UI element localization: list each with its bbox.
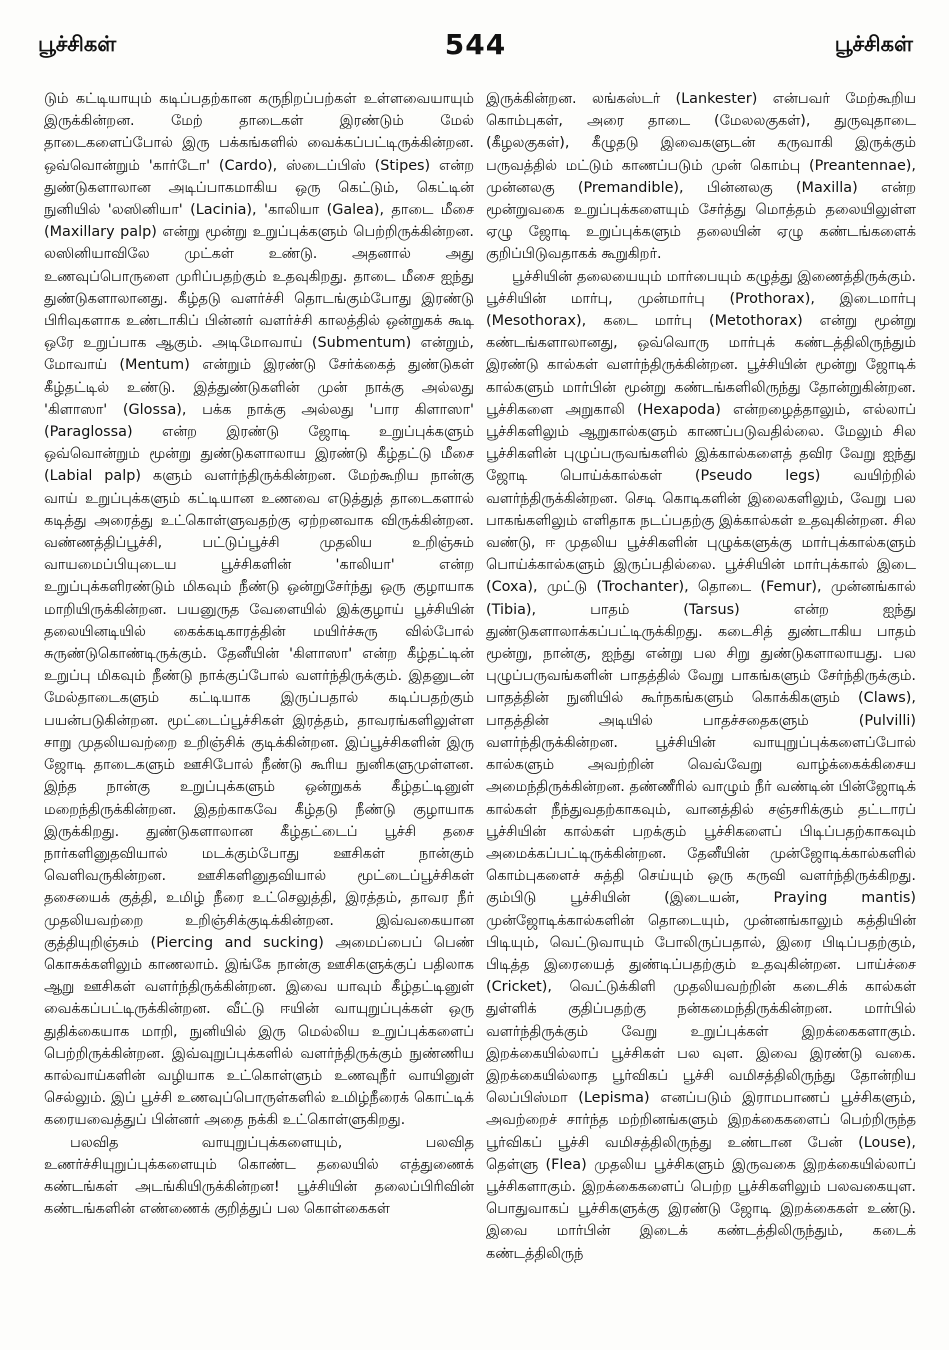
left-paragraph-2: பலவித வாயுறுப்புக்களையும், பலவித உணர்ச்சியுறுப்புக்களையும் கொண்ட தலையில் எத்துணைக் கண்டங்கள் அடங்கியிருக்கின்றன! பூச்சியின் தலைப்பிரிவின் கண்டங்களின் எண்ணைக் குறித்துப் பல கொள்கைகள் (44, 1134, 474, 1218)
left-column (44, 88, 474, 1328)
running-head (38, 30, 913, 70)
right-paragraph-2: பூச்சியின் தலையையும் மார்பையும் கழுத்து இணைத்திருக்கும். பூச்சியின் மார்பு, முன்மார்பு (Prothorax), இடைமார்பு (Mesothorax), கடை மார்பு (Metothorax) என்று மூன்று கண்டங்களாலானது, ஒவ்வொரு மார்புக் கண்டத்திலிருந்தும் இரண்டு கால்கள் வளர்ந்திருக்கின்றன. பூச்சியின் மூன்று ஜோடிக் கால்களும் மார்பின் மூன்று கண்டங்களிலிருந்து தோன்றுகின்றன. பூச்சிகளை அறுகாலி (Hexapoda) என்றழைத்தாலும், எல்லாப் பூச்சிகளிலும் ஆறுகால்களும் காணப்படுவதில்லை. மேலும் சில பூச்சிகளின் புழுப்பருவங்களில் இக்கால்களைத் தவிர வேறு ஐந்து ஜோடி பொய்க்கால்கள் (Pseudo legs) வயிற்றில் வளர்ந்திருக்கின்றன. செடி கொடிகளின் இலைகளிலும், வேறு பல பாகங்களிலும் எளிதாக நடப்பதற்கு இக்கால்கள் உதவுகின்றன. சில வண்டு, ஈ முதலிய பூச்சிகளின் புழுக்களுக்கு மார்புக்கால்களும் பொய்க்கால்களும் இருப்பதில்லை. பூச்சியின் மார்புக்கால் இடை (Coxa), முட்டு (Trochanter), தொடை (Femur), முன்னங்கால் (Tibia), பாதம் (Tarsus) என்ற ஐந்து துண்டுகளாலாக்கப்பட்டிருக்கிறது. கடைசித் துண்டாகிய பாதம் மூன்று, நான்கு, ஐந்து என்று பல சிறு துண்டுகளாலாயது. பல புழுப்பருவங்களின் பாதத்தில் வேறு பாகங்களும் சேர்ந்திருக்கும். பாதத்தின் நுனியில் கூர்நகங்களும் கொக்கிகளும் (Claws), பாதத்தின் அடியில் பாதச்சதைகளும் (Pulvilli) வளர்ந்திருக்கின்றன. பூச்சியின் வாயுறுப்புக்களைப்போல் கால்களும் அவற்றின் வெவ்வேறு வாழ்க்கைக்கிசைய அமைந்திருக்கின்றன. தண்ணீரில் வாழும் நீர் வண்டின் பின்ஜோடிக் கால்கள் நீந்துவதற்காகவும், வானத்தில் சஞ்சரிக்கும் தட்டாரப் பூச்சியின் கால்கள் பறக்கும் பூச்சிகளைப் பிடிப்பதற்காகவும் அமைக்கப்பட்டிருக்கின்றன. தேனீயின் முன்ஜோடிக்கால்களில் கொம்புகளைச் சுத்தி செய்யும் ஒரு கருவி வளர்ந்திருக்கிறது. கும்பிடு பூச்சியின் (இடையன், Praying mantis) முன்ஜோடிக்கால்களின் தொடையும், முன்னங்காலும் கத்தியின் பிடியும், வெட்டுவாயும் போலிருப்பதால், இரை பிடிப்பதற்கும், பிடித்த இரையைத் துண்டிப்பதற்கும் உதவுகின்றன. பாய்ச்சை (Cricket), வெட்டுக்கிளி முதலியவற்றின் கடைசிக் கால்கள் துள்ளிக் குதிப்பதற்கு நன்கமைந்திருக்கின்றன. மார்பில் வளர்ந்திருக்கும் வேறு உறுப்புக்கள் இறக்கைகளாகும். இறக்கையில்லாப் பூச்சிகள் பல வுள. இவை இரண்டு வகை. இறக்கையில்லாத பூர்விகப் பூச்சி வமிசத்திலிருந்து தோன்றிய லெப்பிஸ்மா (Lepisma) எனப்படும் இராமபாணப் பூச்சிகளும், அவற்றைச் சார்ந்த மற்றினங்களும் இறக்கைகளைப் பெற்றிருந்த பூர்விகப் பூச்சி வமிசத்திலிருந்து உண்டான பேன் (Louse), தெள்ளு (Flea) முதலிய பூச்சிகளும் இருவகை இறக்கையில்லாப் பூச்சிகளாகும். இறக்கைகளைப் பெற்ற பூச்சிகளிலும் பலவகையுள. பொதுவாகப் பூச்சிகளுக்கு இரண்டு ஜோடி இறக்கைகள் உண்டு. இவை மார்பின் இடைக் கண்டத்திலிருந்தும், கடைக் கண்டத்திலிருந் (486, 268, 916, 1262)
running-title-left: பூச்சிகள் (38, 32, 117, 56)
running-title-right: பூச்சிகள் (834, 32, 913, 56)
page-number: 544 (444, 28, 507, 61)
right-column (486, 88, 916, 1328)
left-paragraph-1: டும் கட்டியாயும் கடிப்பதற்கான கருநிறப்பற்கள் உள்ளவையாயும் இருக்கின்றன. மேற் தாடைகள் இரண்டும் மேல் தாடைகளைப்போல் இரு பக்கங்களில் வைக்கப்பட்டிருக்கின்றன. ஒவ்வொன்றும் 'கார்டோ' (Cardo), ஸ்டைப்பிஸ் (Stipes) என்ற துண்டுகளாலான அடிப்பாகமாகிய ஒரு கெட்டும், கெட்டின் நுனியில் 'லஸினியா' (Lacinia), 'காலியா (Galea), தாடை மீசை (Maxillary palp) என்று மூன்று உறுப்புக்களும் பெற்றிருக்கின்றன. லஸினியாவிலே முட்கள் உண்டு. அதனால் அது உணவுப்பொருளை முரிப்பதற்கும் உதவுகிறது. தாடை மீசை ஐந்து துண்டுகளாலானது. கீழ்தடு வளர்ச்சி தொடங்கும்போது இரண்டு பிரிவுகளாக உண்டாகிப் பின்னர் வளர்ச்சி காலத்தில் ஒன்றுகக் கூடி ஒரே உறுப்பாக ஆகும். அடிமோவாய் (Submentum) என்றும், மோவாய் (Mentum) என்றும் இரண்டு சேர்க்கைத் துண்டுகள் கீழ்தட்டில் உண்டு. இத்துண்டுகளின் முன் நாக்கு அல்லது 'கிளாஸா' (Glossa), பக்க நாக்கு அல்லது 'பார கிளாஸா' (Paraglossa) என்ற இரண்டு ஜோடி உறுப்புக்களும் ஒவ்வொன்றும் மூன்று துண்டுகளாலாய இரண்டு கீழ்தட்டு மீசை (Labial palp) களும் வளர்ந்திருக்கின்றன. மேற்கூறிய நான்கு வாய் உறுப்புக்களும் கட்டியான உணவை எடுத்துத் தாடைகளால் கடித்து அரைத்து உட்கொள்ளுவதற்கு ஏற்றனவாக விருக்கின்றன. வண்ணத்திப்பூச்சி, பட்டுப்பூச்சி முதலிய உறிஞ்சும் வாயமைப்பியுடைய பூச்சிகளின் 'காலியா' என்ற உறுப்புக்களிரண்டும் மிகவும் நீண்டு ஒன்றுசேர்ந்து ஒரு குழாயாக மாறியிருக்கின்றன. பயனுருத வேளையில் இக்குழாய் பூச்சியின் தலையினடியில் கைக்கடிகாரத்தின் மயிர்ச்சுரு வில்போல் சுருண்டுகொண்டிருக்கும். தேனீயின் 'கிளாஸா' என்ற கீழ்தட்டின் உறுப்பு மிகவும் நீண்டு நாக்குப்போல் வளர்ந்திருக்கும். இதனுடன் மேல்தாடைகளும் கட்டியாக இருப்பதால் கடிப்பதற்கும் பயன்படுகின்றன. மூட்டைப்பூச்சிகள் இரத்தம், தாவரங்களிலுள்ள சாறு முதலியவற்றை உறிஞ்சிக் குடிக்கின்றன. இப்பூச்சிகளின் இரு ஜோடி தாடைகளும் ஊசிபோல் நீண்டு கூரிய நுனிகளுமுள்ளன. இந்த நான்கு உறுப்புக்களும் ஒன்றுகக் கீழ்தட்டினுள் மறைந்திருக்கின்றன. இதற்காகவே கீழ்தடு நீண்டு குழாயாக இருக்கிறது. துண்டுகளாலான கீழ்தட்டைப் பூச்சி தசை நார்களினுதவியால் மடக்கும்போது ஊசிகள் நான்கும் வெளிவருகின்றன. ஊசிகளினுதவியால் மூட்டைப்பூச்சிகள் தசையைக் குத்தி, உமிழ் நீரை உட்செலுத்தி, இரத்தம், தாவர நீர் முதலியவற்றை உறிஞ்சிக்குடிக்கின்றன. இவ்வகையான குத்தியுறிஞ்சும் (Piercing and sucking) அமைப்பைப் பெண் கொசுக்களிலும் காணலாம். இங்கே நான்கு ஊசிகளுக்குப் பதிலாக ஆறு ஊசிகள் வளர்ந்திருக்கின்றன. இவை யாவும் கீழ்தட்டினுள் வைக்கப்பட்டிருக்கின்றன. வீட்டு ஈயின் வாயுறுப்புக்கள் ஒரு துதிக்கையாக மாறி, நுனியில் இரு மெல்லிய உறுப்புக்களைப் பெற்றிருக்கின்றன. இவ்வுறுப்புக்களில் வளர்ந்திருக்கும் நுண்ணிய கால்வாய்களின் வழியாக உட்கொள்ளும் உணவுநீர் வாயினுள் செல்லும். இப் பூச்சி உணவுப்பொருள்களில் உமிழ்நீரைக் கொட்டிக் கரையவைத்துப் பின்னர் அதை நக்கி உட்கொள்ளுகிறது. (44, 91, 474, 1129)
right-paragraph-1: இருக்கின்றன. லங்கஸ்டர் (Lankester) என்பவர் மேற்கூறிய கொம்புகள், அரை தாடை (மேலலகுகள்), துருவுதாடை (கீழலகுகள்), கீழுதடு இவைகளுடன் கருவாகி இருக்கும் பருவத்தில் மட்டும் காணப்படும் முன் கொம்பு (Preantennae), முன்னலகு (Premandible), பின்னலகு (Maxilla) என்ற மூன்றுவகை உறுப்புக்களையும் சேர்த்து மொத்தம் தலையிலுள்ள ஏழு ஜோடி உறுப்புக்களும் தலையின் ஏழு கண்டங்களைக் குறிப்பிடுவதாகக் கூறுகிறர். (486, 91, 916, 263)
